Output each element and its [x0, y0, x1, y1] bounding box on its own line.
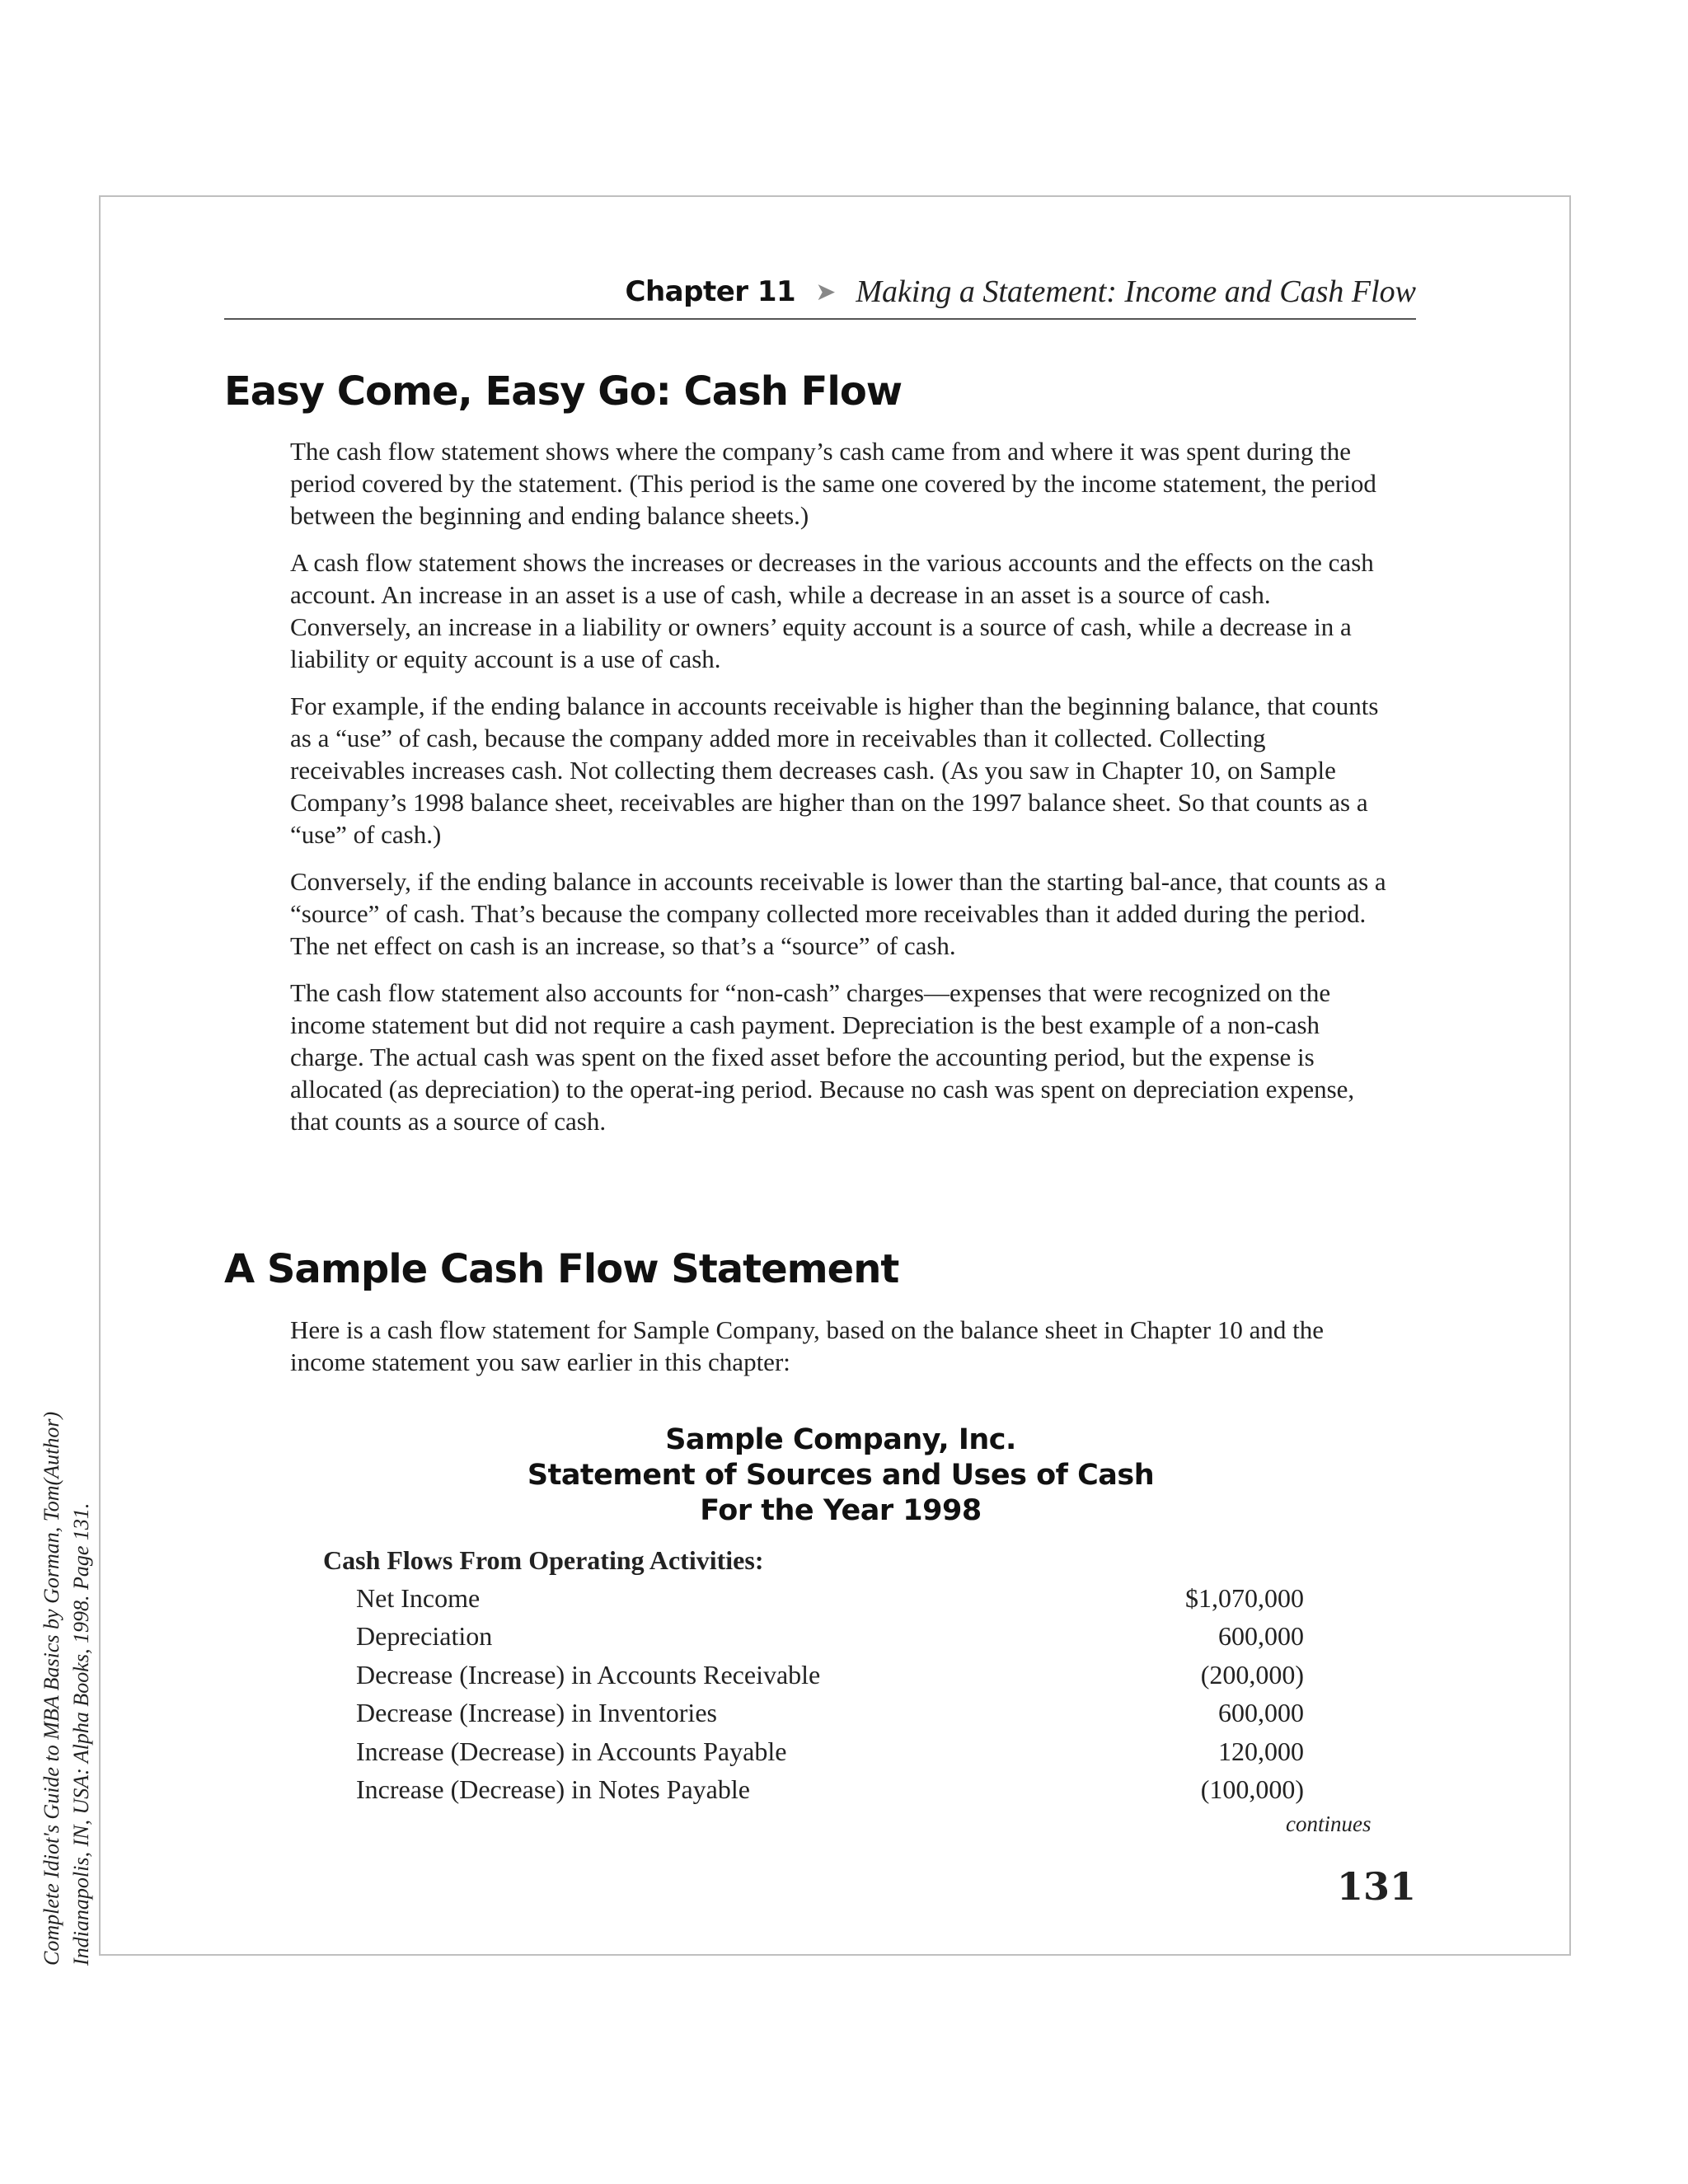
paragraph: The cash flow statement also accounts for “non-cash” charges—expenses that were recognized on the income statement but did not require a cash payment. Depreciation is the best example of a non-cash charge. The actual cash was spent on the fixed asset before the accounting period, but the expense is allocated (as depreciation) to the operat-ing period. Because no cash was spent on depreciation expense, that counts as a source of cash.	[290, 978, 1355, 1136]
row-label: Increase (Decrease) in Notes Payable	[356, 1774, 750, 1805]
row-amount: 600,000	[1218, 1621, 1304, 1652]
row-amount: 600,000	[1218, 1698, 1304, 1728]
citation-line-1: Complete Idiot's Guide to MBA Basics by Gorman, Tom(Author)	[40, 1411, 63, 1966]
paragraph: A cash flow statement shows the increases or decreases in the various accounts and the effects on the cash account. An increase in an asset is a use of cash, while a decrease in an asset is a source of cash. Conversely, an increase in a liability or owners’ equity account is a source of cash, while a decrease in a liability or equity account is a use of cash.	[290, 548, 1374, 673]
paragraph: For example, if the ending balance in accounts receivable is higher than the beginning balance, that counts as a “use” of cash, because the company added more in receivables than it collected. Collecting receivables increases cash. Not collecting them decreases cash. (As you saw in Chapter 10, on Sample Company’s 1998 balance sheet, receivables are higher than on the 1997 balance sheet. So that counts as a “use” of cash.)	[290, 691, 1379, 849]
statement-title	[462, 1422, 1220, 1529]
citation-line-2: Indianapolis, IN, USA: Alpha Books, 1998. Page 131.	[69, 1502, 93, 1966]
running-head	[224, 265, 1416, 320]
paragraph: Here is a cash flow statement for Sample Company, based on the balance sheet in Chapter 10 and the income statement you saw earlier in this chapter:	[290, 1315, 1324, 1376]
row-label: Decrease (Increase) in Inventories	[356, 1698, 717, 1728]
row-label: Decrease (Increase) in Accounts Receivable	[356, 1659, 821, 1690]
row-label: Increase (Decrease) in Accounts Payable	[356, 1736, 787, 1766]
operating-activities-heading: Cash Flows From Operating Activities:	[323, 1545, 764, 1575]
page-number: 131	[1336, 1864, 1416, 1909]
continues-note: continues	[1286, 1811, 1372, 1836]
section-1-body	[290, 435, 1386, 1152]
row-amount: 120,000	[1218, 1736, 1304, 1766]
table-row	[356, 1732, 1304, 1771]
statement-company: Sample Company, Inc.	[665, 1423, 1016, 1456]
section-2-body	[290, 1314, 1386, 1393]
row-amount: $1,070,000	[1185, 1582, 1304, 1613]
paragraph: Conversely, if the ending balance in accounts receivable is lower than the starting bal-ance, that counts as a “source” of cash. That’s because the company collected more receivables than it added during the period. The net effect on cash is an increase, so that’s a “source” of cash.	[290, 867, 1386, 960]
chapter-title: Making a Statement: Income and Cash Flow	[856, 274, 1416, 309]
row-label: Depreciation	[356, 1621, 493, 1652]
row-amount: (200,000)	[1200, 1659, 1304, 1690]
section-heading-sample-statement: A Sample Cash Flow Statement	[224, 1246, 899, 1292]
chapter-label: Chapter 11	[625, 275, 796, 308]
table-row	[356, 1579, 1304, 1618]
table-row	[356, 1618, 1304, 1657]
table-row	[356, 1771, 1304, 1810]
statement-name: Statement of Sources and Uses of Cash	[527, 1459, 1155, 1492]
row-label: Net Income	[356, 1582, 481, 1613]
cash-flow-table	[356, 1579, 1304, 1809]
side-citation	[37, 1240, 96, 1966]
statement-period: For the Year 1998	[700, 1494, 982, 1527]
table-row	[356, 1694, 1304, 1733]
table-row	[356, 1656, 1304, 1694]
section-heading-cash-flow: Easy Come, Easy Go: Cash Flow	[224, 368, 903, 415]
paragraph: The cash flow statement shows where the company’s cash came from and where it was spent during the period covered by the statement. (This period is the same one covered by the income statement, the period between the beginning and ending balance sheets.)	[290, 437, 1376, 530]
right-arrowhead-icon: ➤	[815, 277, 837, 307]
row-amount: (100,000)	[1200, 1774, 1304, 1805]
